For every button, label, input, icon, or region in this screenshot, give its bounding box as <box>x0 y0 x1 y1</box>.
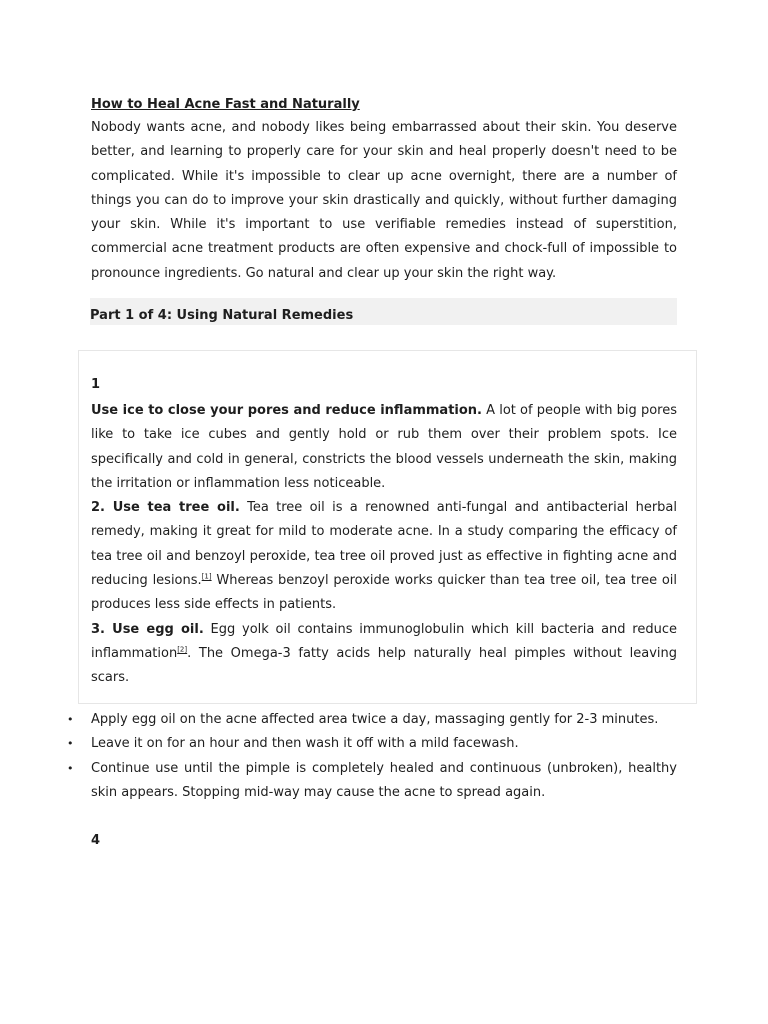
egg-oil-bullet-list <box>64 708 677 805</box>
list-item <box>64 732 677 756</box>
list-item <box>64 708 677 732</box>
step-1 <box>91 399 677 496</box>
part-header-label: Part 1 of 4: Using Natural Remedies <box>90 308 354 324</box>
list-item-text: Continue use until the pimple is completely healed and continuous (unbroken), healthy skin appears. Stopping mid-way may cause the acne to spread again. <box>91 760 677 800</box>
part-header <box>90 298 677 325</box>
step-2-text-a: Tea tree oil is a renowned anti-fungal and antibacterial herbal remedy, making it great for mild to moderate acne. In a study comparing the efficacy of tea tree oil and benzoyl peroxide, tea tree oil proved just as effective in fighting acne and reducing lesions. <box>91 500 678 589</box>
steps-box <box>78 350 697 704</box>
list-item-text: Leave it on for an hour and then wash it off with a mild facewash. <box>91 736 519 752</box>
step-4-number: 4 <box>91 833 101 848</box>
intro-paragraph: Nobody wants acne, and nobody likes being embarrassed about their skin. You deserve better, and learning to properly care for your skin and heal properly doesn't need to be complicated. While it's impossible to clear up acne overnight, there are a number of things you can do to improve your skin drastically and quickly, without further damaging your skin. While it's important to use verifiable remedies instead of superstition, commercial acne treatment products are often expensive and chock-full of impossible to pronounce ingredients. Go natural and clear up your skin the right way. <box>91 120 677 281</box>
step-3-text-b: . The Omega-3 fatty acids help naturally heal pimples without leaving scars. <box>91 645 677 686</box>
step-3-heading: 3. Use egg oil. <box>91 621 204 637</box>
step-2 <box>91 496 677 617</box>
reference-link-2[interactable]: [2] <box>177 645 188 654</box>
article-title: How to Heal Acne Fast and Naturally <box>91 97 360 112</box>
article-top <box>91 94 677 325</box>
bullet-icon: • <box>67 737 74 751</box>
reference-link-1[interactable]: [1] <box>201 572 212 581</box>
bullet-icon: • <box>67 713 74 726</box>
step-1-text: A lot of people with big pores like to take ice cubes and gently hold or rub them over their problem spots. Ice specifically and cold in general, constricts the blood vessels underneath the skin, making the irritation or inflammation less noticeable. <box>91 403 677 491</box>
step-1-heading: Use ice to close your pores and reduce inflammation. <box>91 403 482 418</box>
step-3 <box>91 618 677 691</box>
step-2-text-b: Whereas benzoyl peroxide works quicker than tea tree oil, tea tree oil produces less side effects in patients. <box>91 573 678 613</box>
step-2-heading: 2. Use tea tree oil. <box>91 500 240 516</box>
bullet-icon: • <box>67 761 74 775</box>
step-3-text-a: Egg yolk oil contains immunoglobulin which kill bacteria and reduce inflammation <box>91 621 677 661</box>
list-item-text: Apply egg oil on the acne affected area twice a day, massaging gently for 2-3 minutes. <box>91 712 659 727</box>
list-item <box>64 757 677 806</box>
step-1-number: 1 <box>91 377 101 392</box>
